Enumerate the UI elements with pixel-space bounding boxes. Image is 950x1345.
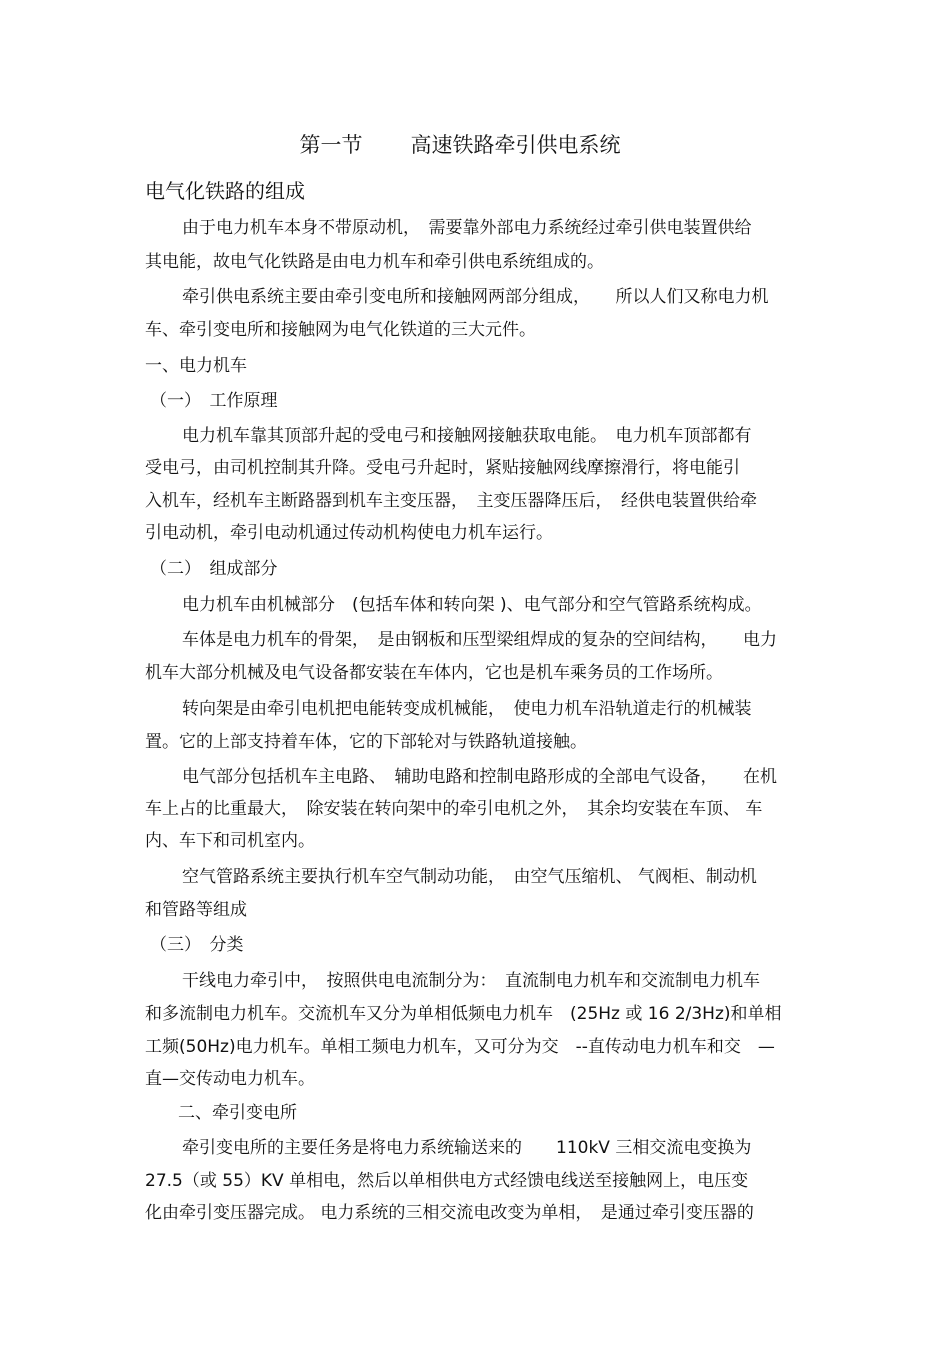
subsection-heading: （二） 组成部分 [150,559,278,579]
text-line: 车体是电力机车的骨架， 是由钢板和压型梁组焊成的复杂的空间结构， 电力 [182,630,777,650]
subsection-heading: （一） 工作原理 [150,391,278,411]
text-line: 27.5（或 55）KV 单相电，然后以单相供电方式经馈电线送至接触网上，电压变 [145,1171,749,1191]
text-line: 空气管路系统主要执行机车空气制动功能， 由空气压缩机、 气阀柜、制动机 [182,867,757,887]
text-line: 干线电力牵引中， 按照供电电流制分为： 直流制电力机车和交流制电力机车 [182,971,760,991]
section-name: 高速铁路牵引供电系统 [410,133,621,157]
text-line: 牵引供电系统主要由牵引变电所和接触网两部分组成， 所以人们又称电力机 [182,287,769,307]
text-line: 化由牵引变压器完成。 电力系统的三相交流电改变为单相， 是通过牵引变压器的 [145,1203,754,1223]
subsection-heading: 一、电力机车 [145,356,247,376]
text-line: 车、牵引变电所和接触网为电气化铁道的三大元件。 [145,320,536,340]
section-number: 第一节 [299,133,363,157]
text-line: 其电能，故电气化铁路是由电力机车和牵引供电系统组成的。 [145,252,604,272]
text-line: 受电弓，由司机控制其升降。受电弓升起时，紧贴接触网线摩擦滑行，将电能引 [145,458,740,478]
text-line: 工频(50Hz)电力机车。单相工频电力机车，又可分为交 --直传动电力机车和交 — [145,1037,775,1057]
page-title [0,131,920,159]
text-line: 和管路等组成 [145,900,247,920]
text-line: 车上占的比重最大， 除安装在转向架中的牵引电机之外， 其余均安装在车顶、 车 [145,799,763,819]
text-line: 直—交传动电力机车。 [145,1069,315,1089]
text-line: 牵引变电所的主要任务是将电力系统输送来的 110kV 三相交流电变换为 [182,1138,752,1158]
text-line: 入机车，经机车主断路器到机车主变压器， 主变压器降压后， 经供电装置供给牵 [145,491,757,511]
text-line: 置。它的上部支持着车体，它的下部轮对与铁路轨道接触。 [145,732,587,752]
text-line: 转向架是由牵引电机把电能转变成机械能， 使电力机车沿轨道走行的机械装 [182,699,752,719]
text-line: 内、车下和司机室内。 [145,831,315,851]
text-line: 电气部分包括机车主电路、 辅助电路和控制电路形成的全部电气设备， 在机 [182,767,777,787]
text-line: 由于电力机车本身不带原动机， 需要靠外部电力系统经过牵引供电装置供给 [182,218,752,238]
text-line: 引电动机，牵引电动机通过传动机构使电力机车运行。 [145,523,553,543]
subsection-heading: （三） 分类 [150,935,244,955]
section-heading: 电气化铁路的组成 [145,179,305,203]
text-line: 电力机车由机械部分 (包括车体和转向架 )、电气部分和空气管路系统构成。 [182,595,762,615]
text-line: 和多流制电力机车。交流机车又分为单相低频电力机车 (25Hz 或 16 2/3Hz)和单相 [145,1004,782,1024]
subsection-heading: 二、牵引变电所 [178,1103,297,1123]
text-line: 电力机车靠其顶部升起的受电弓和接触网接触获取电能。 电力机车顶部都有 [182,426,752,446]
text-line: 机车大部分机械及电气设备都安装在车体内，它也是机车乘务员的工作场所。 [145,663,723,683]
